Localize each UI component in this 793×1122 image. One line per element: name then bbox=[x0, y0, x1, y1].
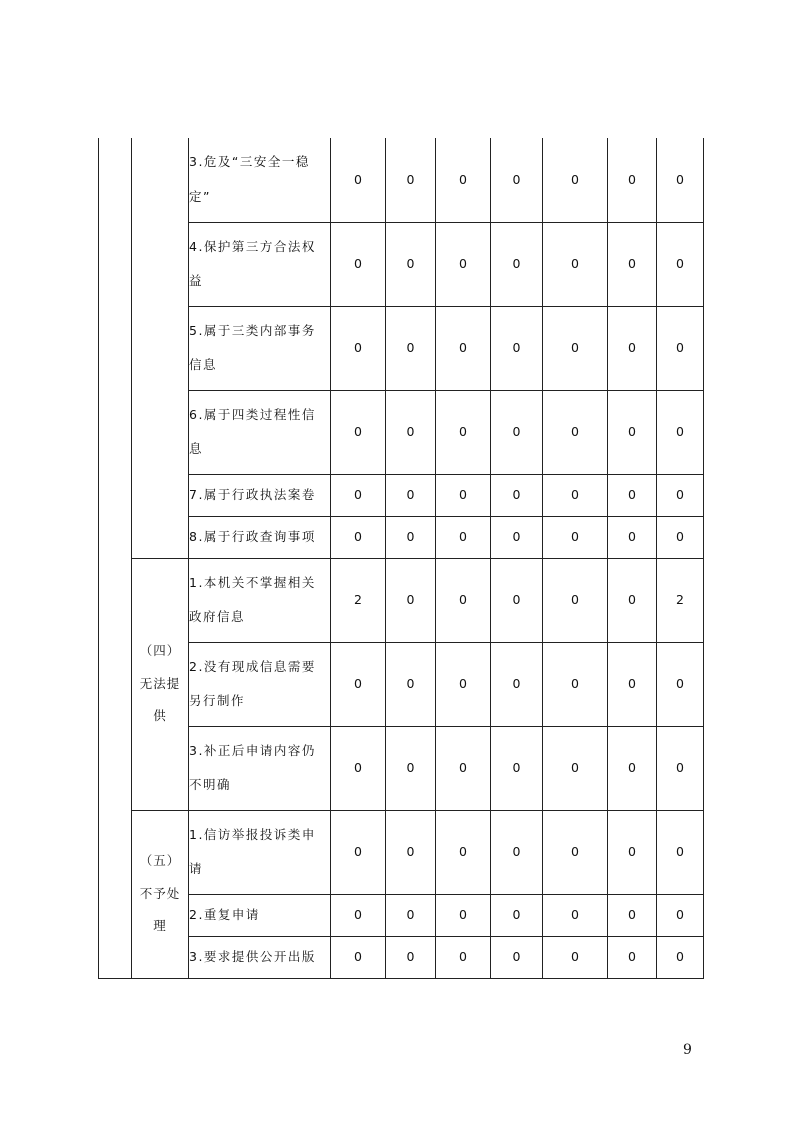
item-label bbox=[189, 222, 331, 306]
value-cell: 0 bbox=[331, 138, 386, 222]
value-cell: 0 bbox=[386, 474, 436, 516]
table-row bbox=[99, 390, 704, 474]
value-cell: 0 bbox=[491, 726, 543, 810]
value-cell: 0 bbox=[608, 558, 657, 642]
item-label bbox=[189, 390, 331, 474]
item-label bbox=[189, 642, 331, 726]
value-cell: 0 bbox=[543, 474, 608, 516]
item-label bbox=[189, 474, 331, 516]
value-cell: 0 bbox=[386, 222, 436, 306]
table-row bbox=[99, 726, 704, 810]
category-label-line: 无法提 bbox=[139, 675, 181, 691]
item-label-line: 7.属于行政执法案卷 bbox=[189, 486, 316, 502]
item-label-line: 1.本机关不掌握相关 bbox=[189, 574, 316, 590]
disclosure-statistics-table bbox=[98, 138, 704, 979]
value-cell: 0 bbox=[331, 726, 386, 810]
table-row bbox=[99, 138, 704, 222]
value-cell: 0 bbox=[436, 726, 491, 810]
value-cell: 0 bbox=[608, 222, 657, 306]
value-cell: 0 bbox=[657, 726, 704, 810]
value-cell: 0 bbox=[543, 810, 608, 894]
value-cell: 0 bbox=[657, 138, 704, 222]
item-label bbox=[189, 726, 331, 810]
value-cell: 0 bbox=[436, 474, 491, 516]
value-cell: 0 bbox=[386, 138, 436, 222]
category-label-line: 理 bbox=[153, 918, 167, 934]
item-label-line: 4.保护第三方合法权 bbox=[189, 238, 316, 254]
item-label-line: 益 bbox=[189, 273, 204, 288]
value-cell: 0 bbox=[543, 894, 608, 936]
table-row bbox=[99, 474, 704, 516]
value-cell: 0 bbox=[491, 558, 543, 642]
value-cell: 0 bbox=[386, 558, 436, 642]
value-cell: 0 bbox=[491, 810, 543, 894]
item-label-line: 8.属于行政查询事项 bbox=[189, 528, 316, 544]
value-cell: 0 bbox=[657, 474, 704, 516]
category-label bbox=[132, 558, 189, 810]
value-cell: 0 bbox=[436, 306, 491, 390]
outer-column-cell bbox=[99, 138, 132, 978]
value-cell: 0 bbox=[386, 936, 436, 978]
value-cell: 0 bbox=[331, 936, 386, 978]
item-label bbox=[189, 516, 331, 558]
item-label-line: 1.信访举报投诉类申 bbox=[189, 826, 316, 842]
item-label-line: 请 bbox=[189, 861, 204, 876]
table-row bbox=[99, 894, 704, 936]
table-row bbox=[99, 516, 704, 558]
value-cell: 0 bbox=[543, 222, 608, 306]
item-label-line: 6.属于四类过程性信 bbox=[189, 406, 316, 422]
item-label-line: 息 bbox=[189, 441, 204, 456]
value-cell: 0 bbox=[436, 222, 491, 306]
value-cell: 0 bbox=[386, 642, 436, 726]
table-row bbox=[99, 936, 704, 978]
item-label-line: 2.没有现成信息需要 bbox=[189, 658, 316, 674]
value-cell: 0 bbox=[331, 516, 386, 558]
value-cell: 0 bbox=[608, 138, 657, 222]
value-cell: 0 bbox=[436, 138, 491, 222]
value-cell: 0 bbox=[543, 138, 608, 222]
value-cell: 0 bbox=[436, 516, 491, 558]
value-cell: 0 bbox=[491, 474, 543, 516]
value-cell: 0 bbox=[657, 222, 704, 306]
item-label-line: 信息 bbox=[189, 357, 218, 372]
item-label bbox=[189, 138, 331, 222]
value-cell: 0 bbox=[331, 894, 386, 936]
value-cell: 0 bbox=[608, 390, 657, 474]
value-cell: 2 bbox=[331, 558, 386, 642]
value-cell: 0 bbox=[386, 516, 436, 558]
value-cell: 0 bbox=[386, 726, 436, 810]
value-cell: 0 bbox=[331, 390, 386, 474]
item-label-line: 另行制作 bbox=[189, 693, 246, 708]
value-cell: 0 bbox=[331, 306, 386, 390]
item-label bbox=[189, 306, 331, 390]
value-cell: 0 bbox=[608, 810, 657, 894]
value-cell: 0 bbox=[657, 306, 704, 390]
item-label-line: 3.补正后申请内容仍 bbox=[189, 742, 316, 758]
value-cell: 0 bbox=[436, 642, 491, 726]
value-cell: 0 bbox=[491, 516, 543, 558]
value-cell: 0 bbox=[436, 390, 491, 474]
item-label-line: 3.要求提供公开出版 bbox=[189, 948, 316, 964]
table-row bbox=[99, 222, 704, 306]
category-continuation-cell bbox=[132, 138, 189, 558]
value-cell: 0 bbox=[491, 894, 543, 936]
item-label bbox=[189, 810, 331, 894]
item-label bbox=[189, 558, 331, 642]
category-label-line: 供 bbox=[153, 708, 167, 724]
value-cell: 0 bbox=[543, 306, 608, 390]
value-cell: 0 bbox=[608, 936, 657, 978]
value-cell: 0 bbox=[491, 138, 543, 222]
item-label-line: 不明确 bbox=[189, 777, 232, 792]
table-row bbox=[99, 810, 704, 894]
value-cell: 0 bbox=[543, 726, 608, 810]
item-label bbox=[189, 936, 331, 978]
table-row bbox=[99, 558, 704, 642]
item-label-line: 定” bbox=[189, 188, 211, 204]
value-cell: 2 bbox=[657, 558, 704, 642]
value-cell: 0 bbox=[657, 894, 704, 936]
value-cell: 0 bbox=[491, 390, 543, 474]
value-cell: 0 bbox=[436, 558, 491, 642]
value-cell: 0 bbox=[608, 516, 657, 558]
category-label-line: （四） bbox=[139, 643, 181, 659]
item-label-line: 5.属于三类内部事务 bbox=[189, 322, 316, 338]
value-cell: 0 bbox=[436, 894, 491, 936]
value-cell: 0 bbox=[331, 642, 386, 726]
category-label-line: （五） bbox=[139, 853, 181, 869]
table-row bbox=[99, 306, 704, 390]
value-cell: 0 bbox=[543, 390, 608, 474]
value-cell: 0 bbox=[657, 810, 704, 894]
value-cell: 0 bbox=[331, 474, 386, 516]
value-cell: 0 bbox=[543, 936, 608, 978]
value-cell: 0 bbox=[657, 936, 704, 978]
value-cell: 0 bbox=[608, 474, 657, 516]
value-cell: 0 bbox=[491, 936, 543, 978]
value-cell: 0 bbox=[491, 222, 543, 306]
value-cell: 0 bbox=[608, 306, 657, 390]
value-cell: 0 bbox=[657, 516, 704, 558]
item-label-line: 3.危及“三安全一稳 bbox=[189, 154, 310, 170]
table-row bbox=[99, 642, 704, 726]
value-cell: 0 bbox=[608, 726, 657, 810]
value-cell: 0 bbox=[386, 390, 436, 474]
value-cell: 0 bbox=[657, 390, 704, 474]
value-cell: 0 bbox=[491, 642, 543, 726]
item-label-line: 2.重复申请 bbox=[189, 906, 260, 922]
value-cell: 0 bbox=[436, 810, 491, 894]
value-cell: 0 bbox=[543, 516, 608, 558]
value-cell: 0 bbox=[331, 222, 386, 306]
category-label-line: 不予处 bbox=[139, 885, 181, 901]
value-cell: 0 bbox=[608, 894, 657, 936]
value-cell: 0 bbox=[491, 306, 543, 390]
value-cell: 0 bbox=[543, 558, 608, 642]
category-label bbox=[132, 810, 189, 978]
value-cell: 0 bbox=[331, 810, 386, 894]
value-cell: 0 bbox=[386, 894, 436, 936]
item-label bbox=[189, 894, 331, 936]
value-cell: 0 bbox=[386, 810, 436, 894]
value-cell: 0 bbox=[543, 642, 608, 726]
value-cell: 0 bbox=[608, 642, 657, 726]
value-cell: 0 bbox=[386, 306, 436, 390]
value-cell: 0 bbox=[436, 936, 491, 978]
page-number: 9 bbox=[683, 1042, 692, 1058]
item-label-line: 政府信息 bbox=[189, 609, 246, 624]
value-cell: 0 bbox=[657, 642, 704, 726]
